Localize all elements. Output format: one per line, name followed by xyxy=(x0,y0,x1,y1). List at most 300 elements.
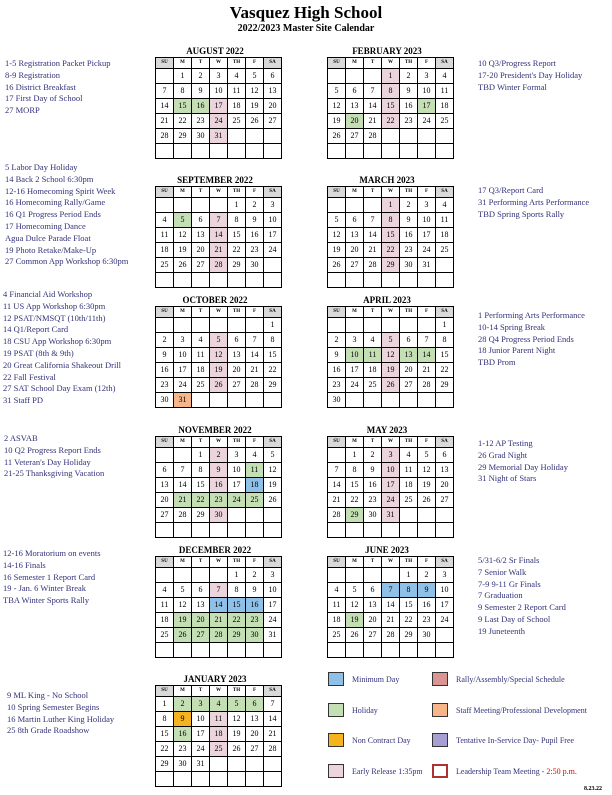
event-line: 9 ML King - No School xyxy=(7,690,89,700)
day-cell: 20 xyxy=(400,363,418,378)
empty-cell xyxy=(228,144,246,159)
legend-label: Tentative In-Service Day- Pupil Free xyxy=(456,735,575,745)
day-cell: 8 xyxy=(174,84,192,99)
day-cell: 5 xyxy=(418,448,436,463)
weekday-header: SA xyxy=(264,58,282,69)
weekday-header: TH xyxy=(400,307,418,318)
empty-cell xyxy=(246,508,264,523)
day-cell: 27 xyxy=(346,258,364,273)
day-cell: 7 xyxy=(210,213,228,228)
month-calendar-october xyxy=(155,294,275,408)
day-cell: 6 xyxy=(436,448,454,463)
day-cell: 22 xyxy=(228,243,246,258)
day-cell: 29 xyxy=(346,508,364,523)
day-cell: 9 xyxy=(400,84,418,99)
day-cell: 24 xyxy=(192,742,210,757)
day-cell: 20 xyxy=(192,243,210,258)
empty-cell xyxy=(382,568,400,583)
day-cell: 20 xyxy=(364,613,382,628)
empty-cell xyxy=(382,523,400,538)
empty-cell xyxy=(192,198,210,213)
day-cell: 5 xyxy=(346,583,364,598)
empty-cell xyxy=(228,318,246,333)
day-cell: 16 xyxy=(400,99,418,114)
day-cell: 26 xyxy=(346,628,364,643)
day-cell: 3 xyxy=(418,198,436,213)
day-cell: 9 xyxy=(210,463,228,478)
empty-cell xyxy=(382,318,400,333)
day-cell: 29 xyxy=(174,129,192,144)
day-cell: 4 xyxy=(400,448,418,463)
day-cell: 7 xyxy=(364,84,382,99)
day-cell: 31 xyxy=(418,258,436,273)
day-cell: 31 xyxy=(382,508,400,523)
day-cell: 19 xyxy=(174,613,192,628)
weekday-header: SA xyxy=(264,437,282,448)
day-cell: 25 xyxy=(156,258,174,273)
empty-cell xyxy=(264,757,282,772)
day-cell: 16 xyxy=(156,363,174,378)
day-cell: 17 xyxy=(228,478,246,493)
empty-cell xyxy=(192,144,210,159)
empty-cell xyxy=(246,273,264,288)
day-cell: 1 xyxy=(382,198,400,213)
day-cell: 26 xyxy=(328,258,346,273)
day-cell: 20 xyxy=(228,363,246,378)
weekday-header: TH xyxy=(400,187,418,198)
empty-cell xyxy=(418,273,436,288)
event-line: 5/31-6/2 Sr Finals xyxy=(478,555,540,565)
empty-cell xyxy=(264,523,282,538)
day-cell: 29 xyxy=(436,378,454,393)
empty-cell xyxy=(192,318,210,333)
day-cell: 27 xyxy=(228,378,246,393)
day-cell: 19 xyxy=(328,114,346,129)
day-cell: 19 xyxy=(264,478,282,493)
day-cell: 27 xyxy=(346,129,364,144)
weekday-header: M xyxy=(346,557,364,568)
day-cell: 5 xyxy=(328,84,346,99)
event-line: 31 Staff PD xyxy=(3,395,43,406)
weekday-header: T xyxy=(192,557,210,568)
day-cell: 25 xyxy=(436,114,454,129)
day-cell: 28 xyxy=(174,508,192,523)
day-cell: 26 xyxy=(174,258,192,273)
empty-cell xyxy=(264,393,282,408)
day-cell: 7 xyxy=(418,333,436,348)
event-line: 4 Financial Aid Workshop xyxy=(3,289,93,299)
month-calendar-november xyxy=(155,424,275,538)
month-calendar-august xyxy=(155,45,275,159)
empty-cell xyxy=(400,273,418,288)
month-name: MAY 2023 xyxy=(366,425,408,435)
empty-cell xyxy=(156,448,174,463)
empty-cell xyxy=(382,273,400,288)
event-line: 27 Common App Workshop 6:30pm xyxy=(5,256,129,267)
event-line: TBD Winter Formal xyxy=(478,81,547,92)
day-cell: 21 xyxy=(364,114,382,129)
event-line: 9 Semester 2 Report Card xyxy=(478,602,566,613)
empty-cell xyxy=(436,523,454,538)
day-cell: 21 xyxy=(264,727,282,742)
day-cell: 11 xyxy=(156,598,174,613)
day-cell: 2 xyxy=(400,69,418,84)
day-cell: 6 xyxy=(364,583,382,598)
weekday-header: T xyxy=(364,437,382,448)
day-cell: 4 xyxy=(364,333,382,348)
day-cell: 3 xyxy=(210,69,228,84)
day-cell: 1 xyxy=(228,198,246,213)
day-cell: 30 xyxy=(418,628,436,643)
day-cell: 14 xyxy=(210,228,228,243)
day-cell: 13 xyxy=(400,348,418,363)
day-cell: 8 xyxy=(228,583,246,598)
weekday-header: M xyxy=(174,437,192,448)
day-cell: 9 xyxy=(192,84,210,99)
day-cell: 19 xyxy=(228,727,246,742)
day-cell: 8 xyxy=(382,84,400,99)
day-cell: 2 xyxy=(246,568,264,583)
legend-holiday xyxy=(328,701,378,719)
empty-cell xyxy=(364,568,382,583)
weekday-header: SA xyxy=(436,307,454,318)
day-cell: 27 xyxy=(192,258,210,273)
day-cell: 17 xyxy=(264,598,282,613)
weekday-header: T xyxy=(364,307,382,318)
day-cell: 28 xyxy=(264,742,282,757)
day-cell: 25 xyxy=(436,243,454,258)
empty-cell xyxy=(210,144,228,159)
day-cell: 10 xyxy=(346,348,364,363)
empty-cell xyxy=(418,643,436,658)
weekday-header: M xyxy=(174,307,192,318)
day-cell: 17 xyxy=(174,363,192,378)
legend-swatch xyxy=(328,703,344,717)
month-grid xyxy=(327,57,454,159)
day-cell: 5 xyxy=(382,333,400,348)
empty-cell xyxy=(246,772,264,787)
day-cell: 21 xyxy=(328,493,346,508)
day-cell: 21 xyxy=(210,243,228,258)
day-cell: 26 xyxy=(418,493,436,508)
day-cell: 2 xyxy=(328,333,346,348)
day-cell: 27 xyxy=(400,378,418,393)
empty-cell xyxy=(156,273,174,288)
day-cell: 5 xyxy=(246,69,264,84)
empty-cell xyxy=(346,198,364,213)
weekday-header: M xyxy=(346,187,364,198)
day-cell: 11 xyxy=(400,463,418,478)
day-cell: 14 xyxy=(210,598,228,613)
event-line: 1-12 AP Testing xyxy=(478,438,533,448)
events-december xyxy=(3,548,101,607)
empty-cell xyxy=(400,144,418,159)
day-cell: 18 xyxy=(328,613,346,628)
month-calendar-february xyxy=(327,45,447,159)
day-cell: 24 xyxy=(228,493,246,508)
empty-cell xyxy=(436,643,454,658)
day-cell: 3 xyxy=(228,448,246,463)
empty-cell xyxy=(156,523,174,538)
day-cell: 17 xyxy=(436,598,454,613)
empty-cell xyxy=(246,393,264,408)
day-cell: 18 xyxy=(156,243,174,258)
day-cell: 15 xyxy=(228,598,246,613)
weekday-header: W xyxy=(210,557,228,568)
day-cell: 3 xyxy=(174,333,192,348)
day-cell: 2 xyxy=(364,448,382,463)
empty-cell xyxy=(328,198,346,213)
day-cell: 9 xyxy=(174,712,192,727)
day-cell: 11 xyxy=(156,228,174,243)
day-cell: 19 xyxy=(210,363,228,378)
empty-cell xyxy=(246,129,264,144)
month-grid xyxy=(155,306,282,408)
empty-cell xyxy=(364,69,382,84)
weekday-header: TH xyxy=(400,58,418,69)
empty-cell xyxy=(418,508,436,523)
weekday-header: M xyxy=(174,187,192,198)
day-cell: 6 xyxy=(346,84,364,99)
day-cell: 1 xyxy=(400,568,418,583)
month-name: NOVEMBER 2022 xyxy=(178,425,252,435)
empty-cell xyxy=(210,198,228,213)
month-name: APRIL 2023 xyxy=(363,295,411,305)
empty-cell xyxy=(346,568,364,583)
weekday-header: SA xyxy=(436,557,454,568)
event-line: 16 Martin Luther King Holiday xyxy=(7,713,115,724)
weekday-header: F xyxy=(246,686,264,697)
empty-cell xyxy=(400,523,418,538)
empty-cell xyxy=(328,273,346,288)
day-cell: 30 xyxy=(156,393,174,408)
day-cell: 28 xyxy=(210,628,228,643)
weekday-header: M xyxy=(174,686,192,697)
day-cell: 16 xyxy=(364,478,382,493)
month-name: JUNE 2023 xyxy=(365,545,409,555)
weekday-header: F xyxy=(246,437,264,448)
day-cell: 22 xyxy=(192,493,210,508)
month-name: FEBRUARY 2023 xyxy=(352,46,422,56)
month-name: SEPTEMBER 2022 xyxy=(177,175,253,185)
day-cell: 24 xyxy=(382,493,400,508)
month-grid xyxy=(155,436,282,538)
day-cell: 18 xyxy=(400,478,418,493)
events-september xyxy=(5,162,128,268)
weekday-header: F xyxy=(246,307,264,318)
day-cell: 9 xyxy=(364,463,382,478)
day-cell: 3 xyxy=(346,333,364,348)
day-cell: 25 xyxy=(364,378,382,393)
weekday-header: M xyxy=(346,307,364,318)
event-line: TBD Spring Sports Rally xyxy=(478,208,565,219)
day-cell: 17 xyxy=(418,99,436,114)
event-line: 22 Fall Festival xyxy=(3,371,56,382)
day-cell: 20 xyxy=(346,243,364,258)
day-cell: 15 xyxy=(228,228,246,243)
weekday-header: SU xyxy=(156,437,174,448)
day-cell: 2 xyxy=(174,697,192,712)
day-cell: 12 xyxy=(418,463,436,478)
weekday-header: SU xyxy=(328,187,346,198)
day-cell: 16 xyxy=(328,363,346,378)
weekday-header: TH xyxy=(228,557,246,568)
day-cell: 23 xyxy=(156,378,174,393)
empty-cell xyxy=(346,318,364,333)
weekday-header: TH xyxy=(400,437,418,448)
school-title: Vasquez High School xyxy=(229,3,383,22)
empty-cell xyxy=(228,129,246,144)
events-february xyxy=(478,58,582,93)
event-line: 11 Veteran's Day Holiday xyxy=(4,456,91,467)
event-line: 11 US App Workshop 6:30pm xyxy=(3,300,106,311)
events-april xyxy=(478,310,585,369)
month-grid xyxy=(155,685,282,787)
day-cell: 3 xyxy=(382,448,400,463)
weekday-header: W xyxy=(382,557,400,568)
event-line: 10 Q2 Progress Report Ends xyxy=(4,444,101,455)
day-cell: 22 xyxy=(174,114,192,129)
empty-cell xyxy=(364,523,382,538)
day-cell: 27 xyxy=(156,508,174,523)
legend-label: Early Release 1:35pm xyxy=(352,766,423,776)
day-cell: 20 xyxy=(246,727,264,742)
day-cell: 13 xyxy=(192,228,210,243)
legend-staff-meeting xyxy=(432,701,587,719)
weekday-header: T xyxy=(192,58,210,69)
day-cell: 27 xyxy=(364,628,382,643)
empty-cell xyxy=(418,129,436,144)
day-cell: 14 xyxy=(364,228,382,243)
day-cell: 28 xyxy=(382,628,400,643)
weekday-header: W xyxy=(382,307,400,318)
event-line: 10 Spring Semester Begins xyxy=(7,701,100,712)
day-cell: 30 xyxy=(210,508,228,523)
day-cell: 4 xyxy=(246,448,264,463)
day-cell: 11 xyxy=(246,463,264,478)
day-cell: 28 xyxy=(156,129,174,144)
empty-cell xyxy=(174,448,192,463)
day-cell: 26 xyxy=(174,628,192,643)
day-cell: 13 xyxy=(364,598,382,613)
event-line: 26 Grad Night xyxy=(478,449,528,460)
day-cell: 20 xyxy=(192,613,210,628)
day-cell: 1 xyxy=(228,568,246,583)
day-cell: 6 xyxy=(192,213,210,228)
day-cell: 10 xyxy=(192,712,210,727)
weekday-header: SU xyxy=(156,686,174,697)
empty-cell xyxy=(346,643,364,658)
day-cell: 22 xyxy=(400,613,418,628)
day-cell: 1 xyxy=(346,448,364,463)
day-cell: 29 xyxy=(382,258,400,273)
day-cell: 19 xyxy=(382,363,400,378)
legend-time: 2:50 p.m. xyxy=(546,766,577,776)
day-cell: 7 xyxy=(364,213,382,228)
event-line: 14 Back 2 School 6:30pm xyxy=(5,173,94,184)
day-cell: 9 xyxy=(328,348,346,363)
day-cell: 19 xyxy=(328,243,346,258)
event-line: 27 MORP xyxy=(5,105,40,116)
weekday-header: SU xyxy=(156,557,174,568)
day-cell: 11 xyxy=(228,84,246,99)
day-cell: 23 xyxy=(210,493,228,508)
day-cell: 24 xyxy=(418,114,436,129)
empty-cell xyxy=(418,523,436,538)
empty-cell xyxy=(264,258,282,273)
day-cell: 4 xyxy=(156,213,174,228)
empty-cell xyxy=(436,508,454,523)
day-cell: 12 xyxy=(328,228,346,243)
day-cell: 21 xyxy=(382,613,400,628)
empty-cell xyxy=(210,643,228,658)
weekday-header: F xyxy=(418,187,436,198)
day-cell: 6 xyxy=(264,69,282,84)
month-calendar-june xyxy=(327,544,447,658)
empty-cell xyxy=(210,273,228,288)
day-cell: 24 xyxy=(264,243,282,258)
empty-cell xyxy=(328,568,346,583)
day-cell: 1 xyxy=(436,318,454,333)
day-cell: 18 xyxy=(246,478,264,493)
day-cell: 29 xyxy=(228,258,246,273)
day-cell: 2 xyxy=(156,333,174,348)
empty-cell xyxy=(264,643,282,658)
day-cell: 18 xyxy=(210,727,228,742)
empty-cell xyxy=(156,144,174,159)
empty-cell xyxy=(246,523,264,538)
empty-cell xyxy=(174,198,192,213)
legend-label: Non Contract Day xyxy=(352,735,411,745)
day-cell: 10 xyxy=(210,84,228,99)
empty-cell xyxy=(346,273,364,288)
day-cell: 27 xyxy=(436,493,454,508)
empty-cell xyxy=(156,568,174,583)
event-line: 31 Performing Arts Performance xyxy=(478,196,590,207)
event-line: 28 Q4 Progress Period Ends xyxy=(478,333,574,344)
legend-early-release xyxy=(328,762,423,780)
weekday-header: TH xyxy=(228,307,246,318)
day-cell: 22 xyxy=(382,243,400,258)
day-cell: 25 xyxy=(228,114,246,129)
month-calendar-september xyxy=(155,174,275,288)
day-cell: 7 xyxy=(382,583,400,598)
day-cell: 26 xyxy=(328,129,346,144)
day-cell: 5 xyxy=(210,333,228,348)
legend-rally xyxy=(432,670,565,688)
empty-cell xyxy=(436,628,454,643)
day-cell: 13 xyxy=(246,712,264,727)
event-line: 20 Great California Shakeout Drill xyxy=(3,359,122,370)
day-cell: 7 xyxy=(174,463,192,478)
day-cell: 17 xyxy=(346,363,364,378)
event-line: 1-5 Registration Packet Pickup xyxy=(5,58,111,68)
empty-cell xyxy=(346,144,364,159)
weekday-header: SU xyxy=(328,557,346,568)
day-cell: 15 xyxy=(346,478,364,493)
day-cell: 16 xyxy=(174,727,192,742)
event-line: 16 Homecoming Rally/Game xyxy=(5,197,106,208)
empty-cell xyxy=(328,144,346,159)
day-cell: 21 xyxy=(364,243,382,258)
weekday-header: TH xyxy=(400,557,418,568)
weekday-header: W xyxy=(210,437,228,448)
day-cell: 21 xyxy=(418,363,436,378)
weekday-header: W xyxy=(382,58,400,69)
day-cell: 25 xyxy=(192,378,210,393)
empty-cell xyxy=(400,393,418,408)
month-grid xyxy=(327,436,454,538)
